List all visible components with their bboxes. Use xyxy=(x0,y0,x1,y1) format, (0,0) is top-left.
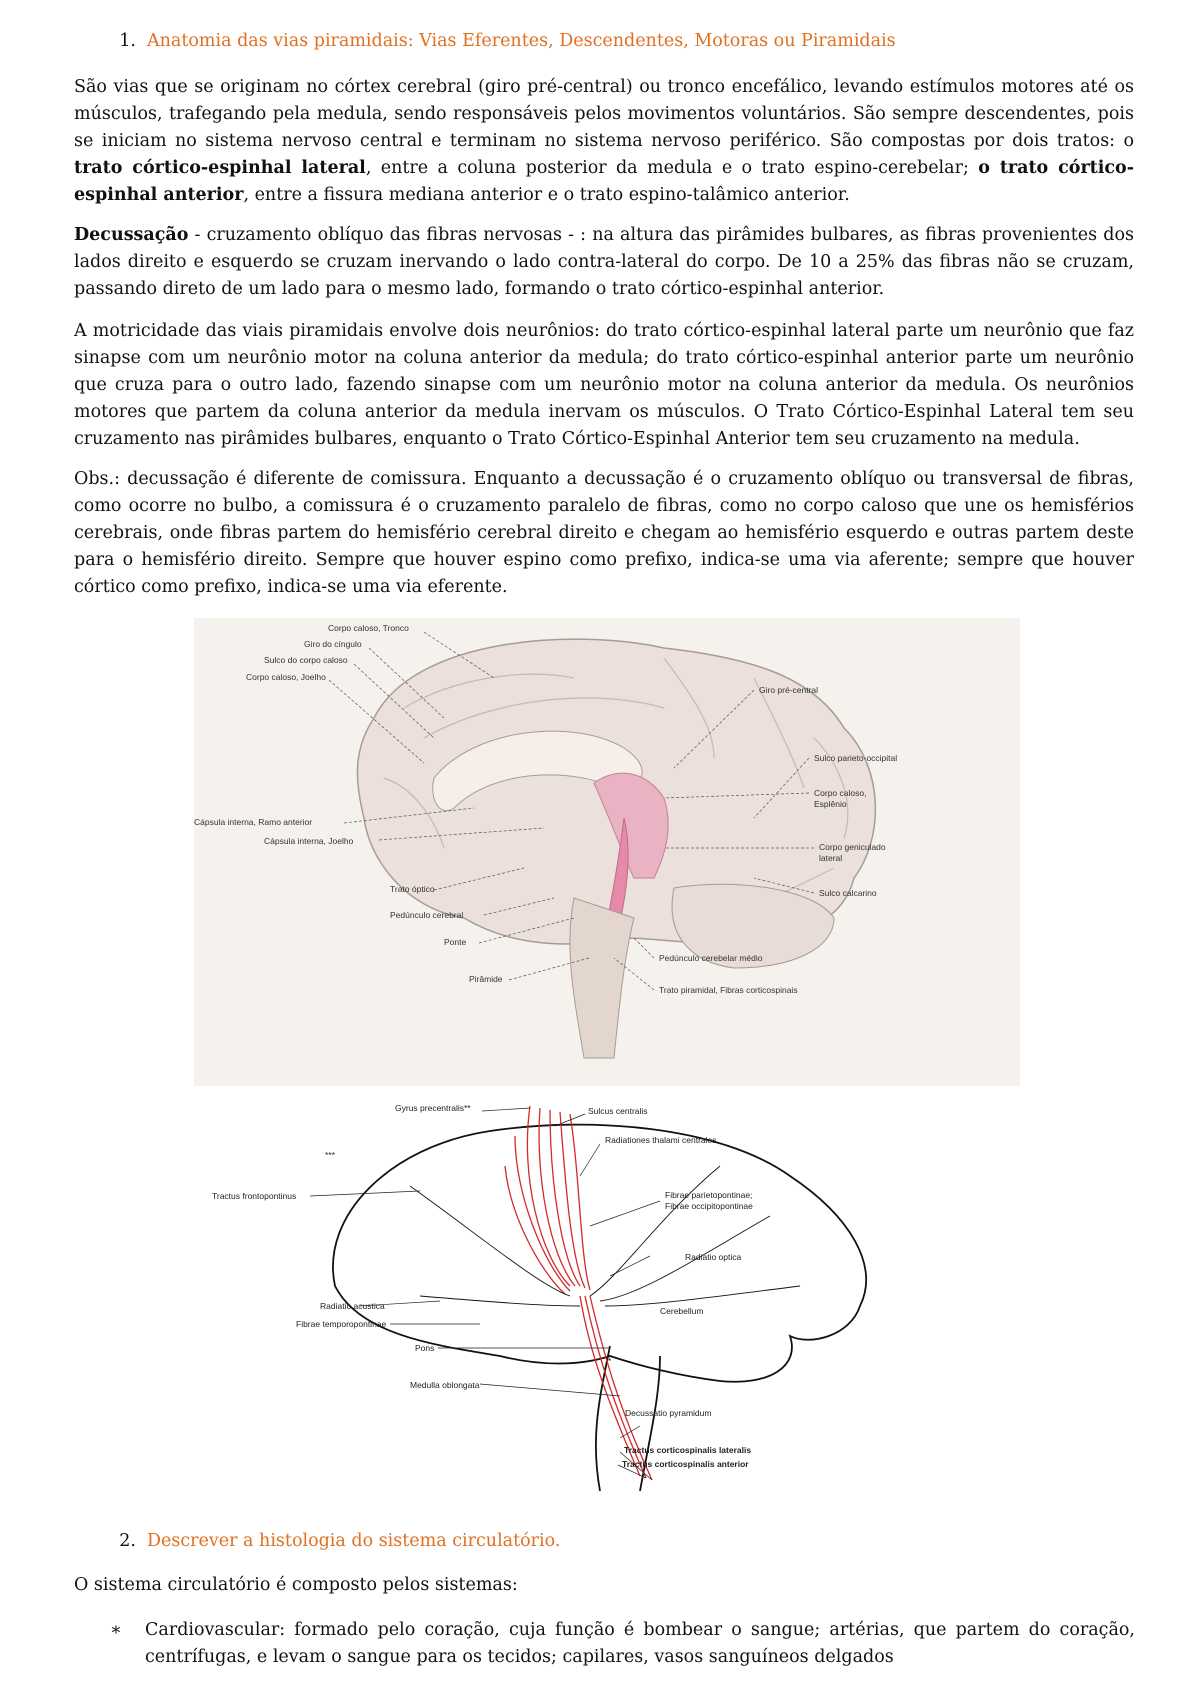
label-piramide: Pirâmide xyxy=(469,974,503,984)
label-radiatio-acustica: Radiatio acustica xyxy=(320,1301,385,1311)
pyramidal-tract-diagram xyxy=(160,1096,1048,1508)
label-fibrae-temporopontinae: Fibrae temporopontinae xyxy=(296,1319,387,1329)
label-fibrae-parietopontinae: Fibrae parietopontinae; xyxy=(665,1190,753,1200)
label-giro-pre-central: Giro pré-central xyxy=(759,685,819,695)
label-sulcus-centralis: Sulcus centralis xyxy=(588,1106,648,1116)
fig2-leader-lines xyxy=(310,1108,660,1480)
label-sulco-corpo-caloso: Sulco do corpo caloso xyxy=(264,655,348,665)
label-sulco-calcarino: Sulco calcarino xyxy=(819,888,877,898)
label-trato-optico: Trato óptico xyxy=(390,884,435,894)
p1-bold-anterior: o trato córtico-espinhal anterior xyxy=(74,158,1134,205)
section-2-number: 2. xyxy=(119,1531,136,1551)
label-single-asterisk: * xyxy=(608,1356,612,1366)
label-radiatio-optica: Radiatio optica xyxy=(685,1252,742,1262)
label-corpo-caloso-tronco: Corpo caloso, Tronco xyxy=(328,623,409,633)
label-sulco-parieto-occipital: Sulco parieto-occipital xyxy=(814,753,898,763)
black-fibers xyxy=(410,1166,800,1306)
brain-sagittal-illustration xyxy=(194,618,1020,1086)
p1-text-1: São vias que se originam no córtex cerebral (giro pré-central) ou tronco encefálico, levando estímulos motores até os músculos, trafegando pela medula, sendo responsáveis pelos movimentos voluntários. São sempre descendentes, pois se iniciam no sistema nervoso central e terminam no sistema nervoso periférico. São compostas por dois tratos: o xyxy=(74,77,1134,151)
label-ponte: Ponte xyxy=(444,937,467,947)
label-trato-piramidal: Trato piramidal, Fibras corticospinais xyxy=(659,985,798,995)
label-capsula-interna-joelho: Cápsula interna, Joelho xyxy=(264,836,354,846)
paragraph-3: A motricidade das viais piramidais envolve dois neurônios: do trato córtico-espinhal lateral parte um neurônio que faz sinapse com um neurônio motor na coluna anterior da medula; do trato córtico-espinhal anterior parte um neurônio que cruza para o outro lado, fazendo sinapse com um neurônio motor na coluna anterior da medula. Os neurônios motores que partem da coluna anterior da medula inervam os músculos. O Trato Córtico-Espinhal Lateral tem seu cruzamento nas pirâmides bulbares, enquanto o Trato Córtico-Espinhal Anterior tem seu cruzamento na medula. xyxy=(74,321,1134,449)
section-1-number: 1. xyxy=(119,31,136,51)
label-decussatio-pyramidum: Decussatio pyramidum xyxy=(625,1408,712,1418)
p2-text: - cruzamento oblíquo das fibras nervosas - : na altura das pirâmides bulbares, as fibras provenientes dos lados direito e esquerdo se cruzam inervando o lado contra-lateral do corpo. De 10 a 25% das fibras não se cruzam, passando direto de um lado para o mesmo lado, formando o trato córtico-espinhal anterior. xyxy=(74,225,1134,299)
section-1-heading xyxy=(112,28,896,55)
paragraph-1 xyxy=(74,74,1134,209)
label-cerebellum: Cerebellum xyxy=(660,1306,704,1316)
label-corpo-geniculado-2: lateral xyxy=(819,853,843,863)
label-pedunculo-cerebelar-medio: Pedúnculo cerebelar médio xyxy=(659,953,763,963)
label-corpo-caloso-esplenio-1: Corpo caloso, xyxy=(814,788,867,798)
p1-text-3: , entre a fissura mediana anterior e o trato espino-talâmico anterior. xyxy=(243,185,850,205)
paragraph-4: Obs.: decussação é diferente de comissura. Enquanto a decussação é o cruzamento oblíquo ou transversal de fibras, como ocorre no bulbo, a comissura é o cruzamento paralelo de fibras, como no corpo caloso que une os hemisférios cerebrais, onde fibras partem do hemisfério cerebral direito e chegam ao hemisfério esquerdo e outras partem deste para o hemisfério direito. Sempre que houver espino como prefixo, indica-se uma via aferente; sempre que houver córtico como prefixo, indica-se uma via eferente. xyxy=(74,469,1134,597)
p2-bold-decussacao: Decussação xyxy=(74,225,189,245)
p1-text-2: , entre a coluna posterior da medula e o trato espino-cerebelar; xyxy=(365,158,979,178)
brain-sagittal-figure xyxy=(194,618,1020,1086)
pyramidal-tract-illustration xyxy=(160,1096,1048,1508)
label-corpo-caloso-esplenio-2: Esplênio xyxy=(814,799,847,809)
label-gyrus-precentralis: Gyrus precentralis** xyxy=(395,1103,471,1113)
label-fibrae-occipitopontinae: Fibrae occipitopontinae xyxy=(665,1201,753,1211)
bullet-1-text: Cardiovascular: formado pelo coração, cuja função é bombear o sangue; artérias, que partem do coração, centrífugas, e levam o sangue para os tecidos; capilares, vasos sanguíneos delgados xyxy=(145,1620,1135,1667)
label-pons: Pons xyxy=(415,1343,435,1353)
bullet-symbol: ∗ xyxy=(110,1620,122,1640)
label-tractus-corticospinalis-anterior: Tractus corticospinalis anterior xyxy=(622,1459,749,1469)
label-triple-asterisk: *** xyxy=(325,1150,335,1160)
paragraph-2 xyxy=(74,222,1134,303)
label-medulla-oblongata: Medulla oblongata xyxy=(410,1380,480,1390)
brain-outline xyxy=(333,1125,866,1382)
section-1-title: Anatomia das vias piramidais: Vias Eferentes, Descendentes, Motoras ou Piramidais xyxy=(147,31,896,51)
label-giro-cingulo: Giro do cíngulo xyxy=(304,639,362,649)
section-2-heading xyxy=(112,1528,560,1555)
label-corpo-caloso-joelho: Corpo caloso, Joelho xyxy=(246,672,326,682)
brainstem-shape xyxy=(570,898,634,1058)
paragraph-5: O sistema circulatório é composto pelos sistemas: xyxy=(74,1575,518,1595)
label-capsula-interna-ramo: Cápsula interna, Ramo anterior xyxy=(194,817,313,827)
label-tractus-corticospinalis-lateralis: Tractus corticospinalis lateralis xyxy=(624,1445,752,1455)
p1-bold-lateral: trato córtico-espinhal lateral xyxy=(74,158,366,178)
label-corpo-geniculado-1: Corpo geniculado xyxy=(819,842,886,852)
section-2-title: Descrever a histologia do sistema circulatório. xyxy=(147,1531,561,1551)
label-pedunculo-cerebral: Pedúnculo cerebral xyxy=(390,910,464,920)
label-tractus-frontopontinus: Tractus frontopontinus xyxy=(212,1191,297,1201)
label-radiationes-thalami: Radiationes thalami centrales xyxy=(605,1135,717,1145)
